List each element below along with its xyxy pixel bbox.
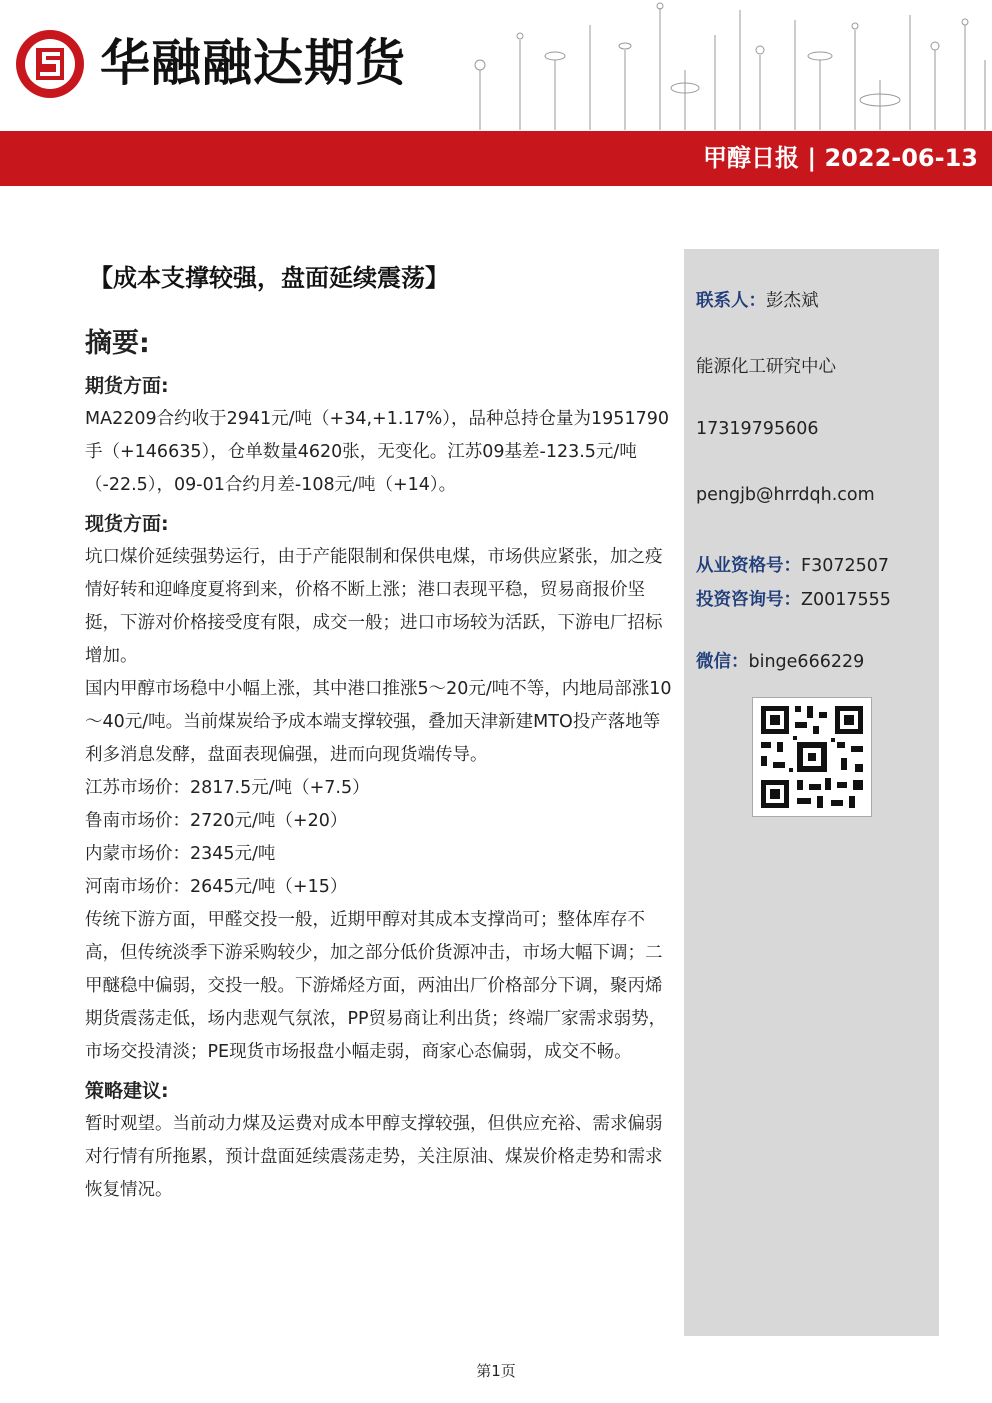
summary-heading: 摘要: — [85, 328, 150, 359]
consult-row — [696, 586, 891, 611]
report-title: 甲醇日报 | 2022-06-13 — [703, 144, 978, 172]
company-logo — [14, 28, 86, 100]
section-title-spot: 现货方面: — [85, 513, 169, 535]
headline: 【成本支撑较强，盘面延续震荡】 — [89, 264, 449, 292]
paragraph: MA2209合约收于2941元/吨（+34,+1.17%），品种总持仓量为1951790手（+146635），仓单数量4620张，无变化。江苏09基差-123.5元/吨（-22.5），09-01合约月差-108元/吨（+14）。 — [85, 409, 669, 495]
paragraph: 暂时观望。当前动力煤及运费对成本甲醇支撑较强，但供应充裕、需求偏弱对行情有所拖累，预计盘面延续震荡走势，关注原油、煤炭价格走势和需求恢复情况。 — [85, 1114, 663, 1200]
brand-name: 华融融达期货 — [100, 34, 406, 92]
consult-number: Z0017555 — [801, 590, 891, 610]
qualification-number: F3072507 — [801, 556, 890, 576]
contact-row — [696, 287, 819, 312]
price-line: 江苏市场价：2817.5元/吨（+7.5） — [85, 778, 370, 798]
price-line: 河南市场价：2645元/吨（+15） — [85, 877, 348, 897]
price-line: 鲁南市场价：2720元/吨（+20） — [85, 811, 348, 831]
section-title-futures: 期货方面: — [85, 375, 169, 397]
contact-name: 彭杰斌 — [766, 291, 819, 311]
paragraph: 传统下游方面，甲醛交投一般，近期甲醇对其成本支撑尚可；整体库存不高，但传统淡季下游采购较少，加之部分低价货源冲击，市场大幅下调；二甲醚稳中偏弱，交投一般。下游烯烃方面，两油出厂价格部分下调，聚丙烯期货震荡走低，场内悲观气氛浓，PP贸易商让利出货；终端厂家需求弱势，市场交投清淡；PE现货市场报盘小幅走弱，商家心态偏弱，成交不畅。 — [85, 910, 667, 1062]
main-content — [85, 258, 675, 1207]
qr-code-icon — [752, 697, 872, 817]
phone: 17319795606 — [696, 419, 819, 439]
wechat-label: 微信： — [696, 652, 749, 672]
price-line: 内蒙市场价：2345元/吨 — [85, 844, 276, 864]
qualification-row — [696, 552, 889, 577]
section-title-strategy: 策略建议: — [85, 1080, 169, 1102]
department: 能源化工研究中心 — [696, 357, 836, 377]
contact-label: 联系人： — [696, 291, 766, 311]
paragraph: 坑口煤价延续强势运行，由于产能限制和保供电煤，市场供应紧张，加之疫情好转和迎峰度夏将到来，价格不断上涨；港口表现平稳，贸易商报价坚挺，下游对价格接受度有限，成交一般；进口市场较为活跃，下游电厂招标增加。 — [85, 547, 663, 666]
wechat-row — [696, 648, 864, 673]
wechat-id: binge666229 — [748, 652, 865, 672]
email-link[interactable]: pengjb@hrrdqh.com — [696, 485, 875, 505]
paragraph: 国内甲醇市场稳中小幅上涨，其中港口推涨5～20元/吨不等，内地局部涨10～40元/吨。当前煤炭给予成本端支撑较强，叠加天津新建MTO投产落地等利多消息发酵，盘面表现偏强，进而向现货端传导。 — [85, 679, 672, 765]
page-number: 第1页 — [476, 1362, 516, 1380]
page-header — [0, 0, 992, 130]
contact-sidebar — [684, 249, 939, 1336]
consult-label: 投资咨询号： — [696, 590, 801, 610]
decorative-lines — [460, 0, 992, 130]
qualification-label: 从业资格号： — [696, 556, 801, 576]
